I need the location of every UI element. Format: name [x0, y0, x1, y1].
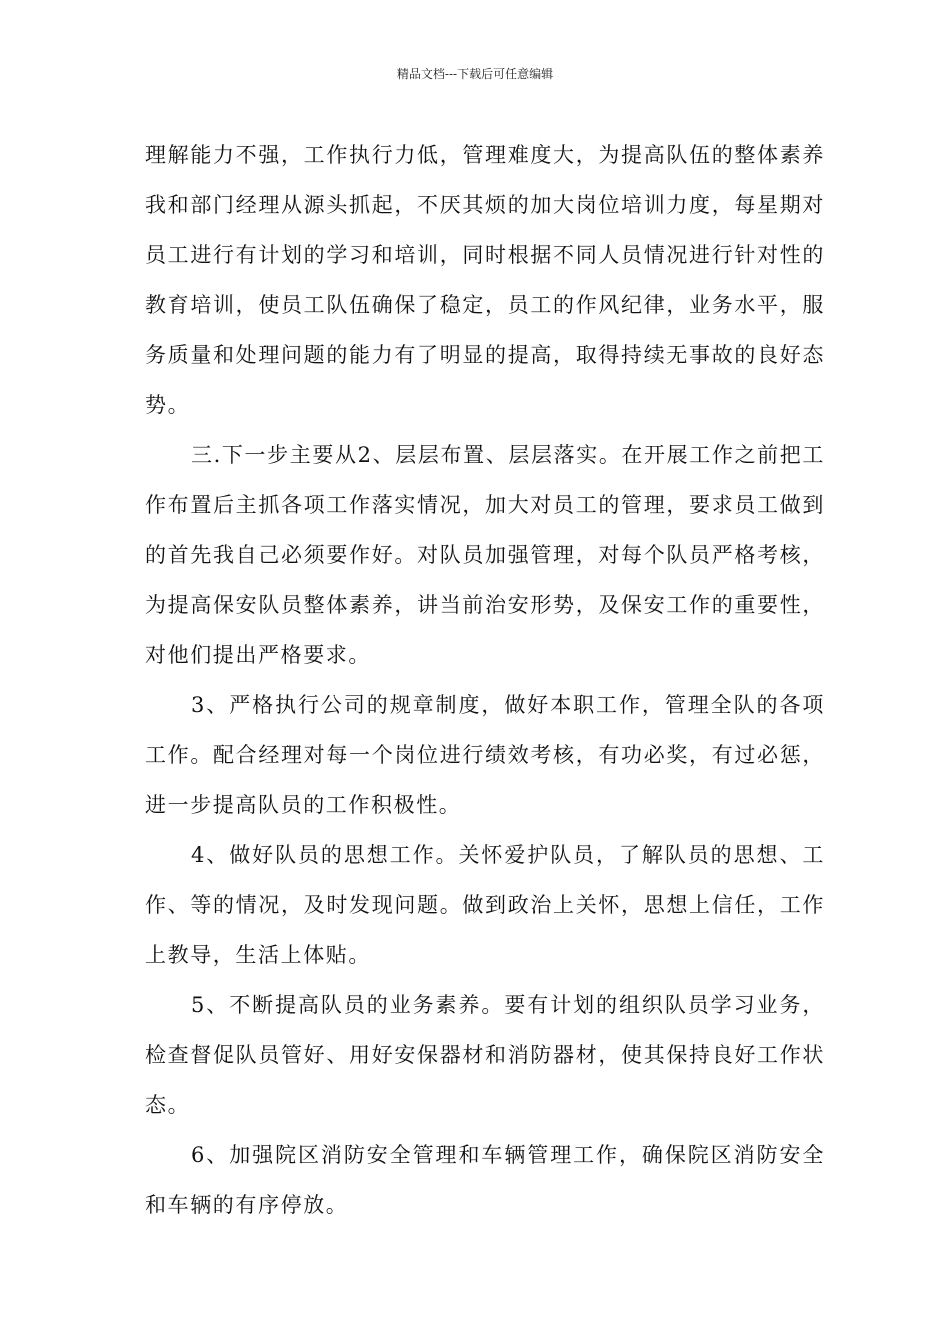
- paragraph-item-6: 6、加强院区消防安全管理和车辆管理工作，确保院区消防安全和车辆的有序停放。: [145, 1143, 825, 1217]
- document-body: [145, 130, 825, 1230]
- paragraph-next-steps: 三.下一步主要从2、层层布置、层层落实。在开展工作之前把工作布置后主抓各项工作落实情况，加大对员工的管理，要求员工做到的首先我自己必须要作好。对队员加强管理，对每个队员严格考核，为提高保安队员整体素养，讲当前治安形势，及保安工作的重要性，对他们提出严格要求。: [145, 443, 825, 667]
- page-header: 精品文档---下载后可任意编辑: [396, 67, 554, 81]
- paragraph-item-5: 5、不断提高队员的业务素养。要有计划的组织队员学习业务，检查督促队员管好、用好安保器材和消防器材，使其保持良好工作状态。: [145, 993, 825, 1117]
- paragraph-continuation: 理解能力不强，工作执行力低，管理难度大，为提高队伍的整体素养我和部门经理从源头抓起，不厌其烦的加大岗位培训力度，每星期对员工进行有计划的学习和培训，同时根据不同人员情况进行针对性的教育培训，使员工队伍确保了稳定，员工的作风纪律，业务水平，服务质量和处理问题的能力有了明显的提高，取得持续无事故的良好态势。: [145, 143, 825, 417]
- paragraph-item-4: 4、做好队员的思想工作。关怀爱护队员，了解队员的思想、工作、等的情况，及时发现问题。做到政治上关怀，思想上信任，工作上教导，生活上体贴。: [145, 843, 825, 967]
- paragraph-item-3: 3、严格执行公司的规章制度，做好本职工作，管理全队的各项工作。配合经理对每一个岗位进行绩效考核，有功必奖，有过必惩，进一步提高队员的工作积极性。: [145, 693, 825, 817]
